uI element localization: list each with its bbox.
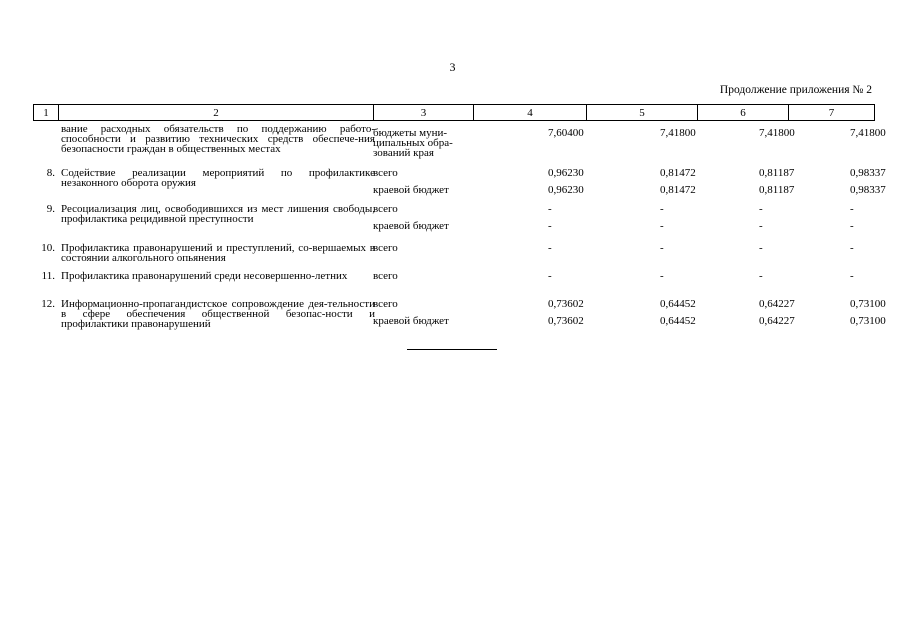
funding-source: краевой бюджет (373, 184, 449, 196)
value-col-5: - (660, 203, 664, 215)
value-col-4: 7,60400 (548, 127, 584, 139)
value-col-4: - (548, 270, 552, 282)
value-col-6: - (759, 270, 763, 282)
value-col-6: 7,41800 (759, 127, 795, 139)
value-col-6: - (759, 220, 763, 232)
value-col-7: - (850, 242, 854, 254)
column-header-3: 3 (374, 105, 474, 121)
value-col-6: 0,81187 (759, 184, 795, 196)
column-header-5: 5 (587, 105, 698, 121)
funding-source: всего (373, 203, 398, 215)
row-number: 8. (46, 167, 55, 179)
funding-source: краевой бюджет (373, 315, 449, 327)
continuation-label: Продолжение приложения № 2 (719, 84, 872, 96)
value-col-6: - (759, 203, 763, 215)
value-col-5: 0,64452 (660, 298, 696, 310)
value-col-6: - (759, 242, 763, 254)
column-header-6: 6 (698, 105, 789, 121)
value-col-7: 0,98337 (850, 184, 886, 196)
row-number: 9. (46, 203, 55, 215)
value-col-6: 0,64227 (759, 315, 795, 327)
value-col-5: - (660, 220, 664, 232)
row-name: Ресоциализация лиц, освободившихся из мест лишения свободы, профилактика рецидивной преступности (61, 203, 375, 225)
value-col-7: 0,98337 (850, 167, 886, 179)
value-col-5: - (660, 270, 664, 282)
row-name: вание расходных обязательств по поддержанию работо-способности и развитию технических средств обеспече-ния безопасности граждан в общественных местах (61, 123, 375, 155)
column-header-2: 2 (59, 105, 374, 121)
funding-source: всего (373, 298, 398, 310)
funding-source: всего (373, 270, 398, 282)
value-col-6: 0,64227 (759, 298, 795, 310)
value-col-7: 0,73100 (850, 298, 886, 310)
row-name: Профилактика правонарушений и преступлений, со-вершаемых в состоянии алкогольного опьянения (61, 242, 375, 264)
value-col-5: 0,81472 (660, 167, 696, 179)
row-number: 12. (41, 298, 55, 310)
value-col-7: 7,41800 (850, 127, 886, 139)
row-number: 11. (41, 270, 55, 282)
row-name: Содействие реализации мероприятий по профилактике незаконного оборота оружия (61, 167, 375, 189)
funding-source: краевой бюджет (373, 220, 449, 232)
row-name: Информационно-пропагандистское сопровождение дея-тельности в сфере обеспечения общественной безопас-ности и профилактики правонарушений (61, 298, 375, 330)
value-col-7: 0,73100 (850, 315, 886, 327)
value-col-4: 0,73602 (548, 298, 584, 310)
value-col-7: - (850, 203, 854, 215)
funding-source: всего (373, 167, 398, 179)
value-col-7: - (850, 220, 854, 232)
value-col-4: 0,96230 (548, 167, 584, 179)
value-col-4: - (548, 203, 552, 215)
funding-source: всего (373, 242, 398, 254)
value-col-5: 0,64452 (660, 315, 696, 327)
column-header-table (33, 104, 875, 121)
value-col-5: - (660, 242, 664, 254)
value-col-4: 0,96230 (548, 184, 584, 196)
value-col-4: 0,73602 (548, 315, 584, 327)
value-col-6: 0,81187 (759, 167, 795, 179)
column-header-7: 7 (789, 105, 875, 121)
column-header-1: 1 (34, 105, 59, 121)
footer-divider (407, 349, 497, 350)
page-number: 3 (449, 60, 456, 74)
value-col-5: 7,41800 (660, 127, 696, 139)
value-col-4: - (548, 242, 552, 254)
value-col-5: 0,81472 (660, 184, 696, 196)
column-header-4: 4 (474, 105, 587, 121)
funding-source: бюджеты муни-ципальных обра-зований края (373, 127, 453, 159)
value-col-7: - (850, 270, 854, 282)
row-number: 10. (41, 242, 55, 254)
value-col-4: - (548, 220, 552, 232)
row-name: Профилактика правонарушений среди несовершенно-летних (61, 270, 348, 282)
